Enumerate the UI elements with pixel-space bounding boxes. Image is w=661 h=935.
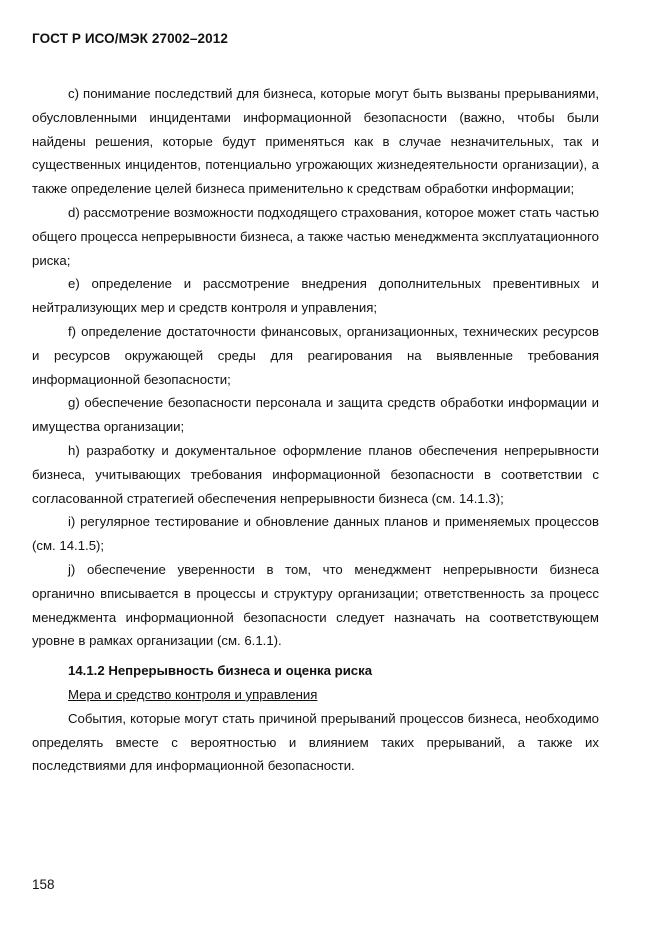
page-number: 158 [32,877,55,892]
section-heading: 14.1.2 Непрерывность бизнеса и оценка риска [68,663,373,679]
section-body: События, которые могут стать причиной прерываний процессов бизнеса, необходимо определять вместе с вероятностью и влиянием таких прерываний, а также их последствиями для информационной безопасности. [32,710,599,774]
list-item-h: h) разработку и документальное оформление планов обеспечения непрерывности бизнеса, учитывающих требования информационной безопасности в соответствии с согласованной стратегией обеспечения непрерывности бизнеса (см. 14.1.3); [32,442,599,506]
list-item-g: g) обеспечение безопасности персонала и защита средств обработки информации и имущества организации; [32,395,599,435]
list-item-e: e) определение и рассмотрение внедрения дополнительных превентивных и нейтрализующих мер и средств контроля и управления; [32,276,599,316]
page-content [32,82,599,778]
list-item-c: c) понимание последствий для бизнеса, которые могут быть вызваны прерываниями, обусловленными инцидентами информационной безопасности (важно, чтобы были найдены решения, которые будут применяться как в случае незначительных, так и существенных инцидентов, потенциально угрожающих жизнедеятельности организации), а также определение целей бизнеса применительно к средствам обработки информации; [32,86,599,197]
document-header: ГОСТ Р ИСО/МЭК 27002–2012 [32,31,228,46]
list-item-j: j) обеспечение уверенности в том, что менеджмент непрерывности бизнеса органично вписывается в процессы и структуру организации; ответственность за процесс менеджмента информационной безопасности следует назначать на соответствующем уровне в рамках организации (см. 6.1.1). [32,561,599,649]
list-item-f: f) определение достаточности финансовых, организационных, технических ресурсов и ресурсов окружающей среды для реагирования на выявленные требования информационной безопасности; [32,323,599,387]
section-subheading: Мера и средство контроля и управления [68,686,318,702]
list-item-i: i) регулярное тестирование и обновление данных планов и применяемых процессов (см. 14.1.5); [32,514,599,554]
list-item-d: d) рассмотрение возможности подходящего страхования, которое может стать частью общего процесса непрерывности бизнеса, а также частью менеджмента эксплуатационного риска; [32,204,599,268]
